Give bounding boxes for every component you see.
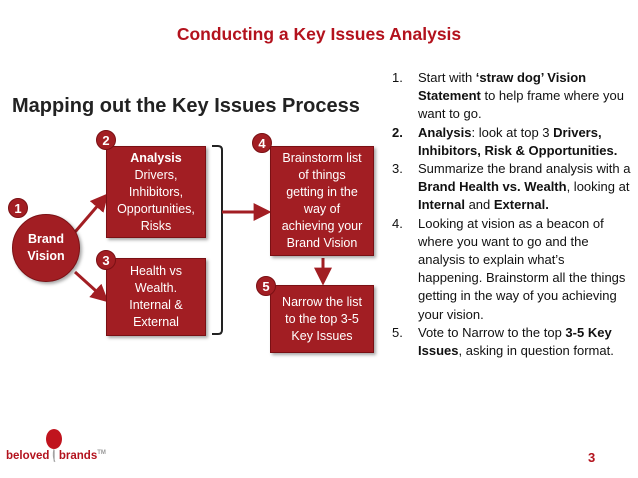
analysis-label: Drivers, Inhibitors, Opportunities, Risks <box>117 167 195 233</box>
step-number: 4. <box>392 215 403 231</box>
step-text: Drivers, Inhibitors, Risk & Opportunities. <box>418 124 618 158</box>
step-text: Internal <box>418 197 465 213</box>
brainstorm-label: Brainstorm list of things getting in the way of achieving your Brand Vision <box>281 151 363 250</box>
logo-trademark: TM <box>97 450 106 456</box>
node-2-badge: 2 <box>96 130 116 150</box>
step-item <box>392 124 632 160</box>
arrow-vision-to-analysis <box>75 196 106 232</box>
node-narrow <box>270 285 374 353</box>
step-number: 3. <box>392 161 403 177</box>
step-text: to help frame where you want to go. <box>418 88 624 122</box>
step-text: 3-5 Key Issues <box>418 324 612 359</box>
step-item <box>392 69 632 124</box>
step-item <box>392 324 632 360</box>
node-3-badge: 3 <box>96 250 116 270</box>
steps-list <box>392 69 632 360</box>
page-title: Conducting a Key Issues Analysis <box>176 24 462 44</box>
logo-word-beloved: beloved <box>6 450 50 462</box>
logo-separator: | <box>52 450 56 462</box>
node-health-wealth <box>106 258 206 336</box>
analysis-bracket <box>212 146 222 334</box>
step-text: Vote to Narrow to the top <box>418 324 566 340</box>
node-4-badge: 4 <box>252 133 272 153</box>
step-text: , looking at <box>566 179 630 195</box>
step-text: : look at top 3 <box>471 124 554 140</box>
node-brainstorm <box>270 146 374 256</box>
step-text: Brand Health vs. Wealth <box>418 179 567 195</box>
step-text: External. <box>493 197 549 213</box>
analysis-title: Analysis <box>130 150 182 165</box>
step-text: Summarize the brand analysis with a <box>418 161 631 177</box>
step-number: 2. <box>392 124 403 140</box>
arrow-vision-to-health <box>75 272 106 300</box>
step-text: ‘straw dog’ Vision Statement <box>418 70 587 104</box>
logo-word-brands: brands <box>58 450 98 462</box>
node-analysis <box>106 146 206 238</box>
brand-vision-label: Brand Vision <box>27 232 65 263</box>
health-wealth-label: Health vs Wealth. Internal & External <box>129 264 183 329</box>
step-item <box>392 160 632 215</box>
node-1-badge: 1 <box>8 198 28 218</box>
step-text: Analysis <box>418 124 472 140</box>
page-number: 3 <box>588 450 596 465</box>
node-5-badge: 5 <box>256 276 276 296</box>
brand-logo <box>6 450 106 462</box>
narrow-label: Narrow the list to the top 3-5 Key Issues <box>282 294 362 343</box>
step-text: Looking at vision as a beacon of where you want to go and the analysis to explain what’s happening. Brainstorm all the things getting in the way of you achieving your vision. <box>418 215 626 322</box>
balloon-logo-icon <box>6 428 106 468</box>
step-text: , asking in question format. <box>458 343 614 359</box>
step-text: and <box>464 197 494 213</box>
step-number: 1. <box>392 70 403 85</box>
node-brand-vision <box>12 214 80 282</box>
step-text: Start with <box>418 70 476 85</box>
diagram-subtitle: Mapping out the Key Issues Process <box>12 95 360 117</box>
step-item <box>392 215 632 324</box>
step-number: 5. <box>392 324 403 340</box>
